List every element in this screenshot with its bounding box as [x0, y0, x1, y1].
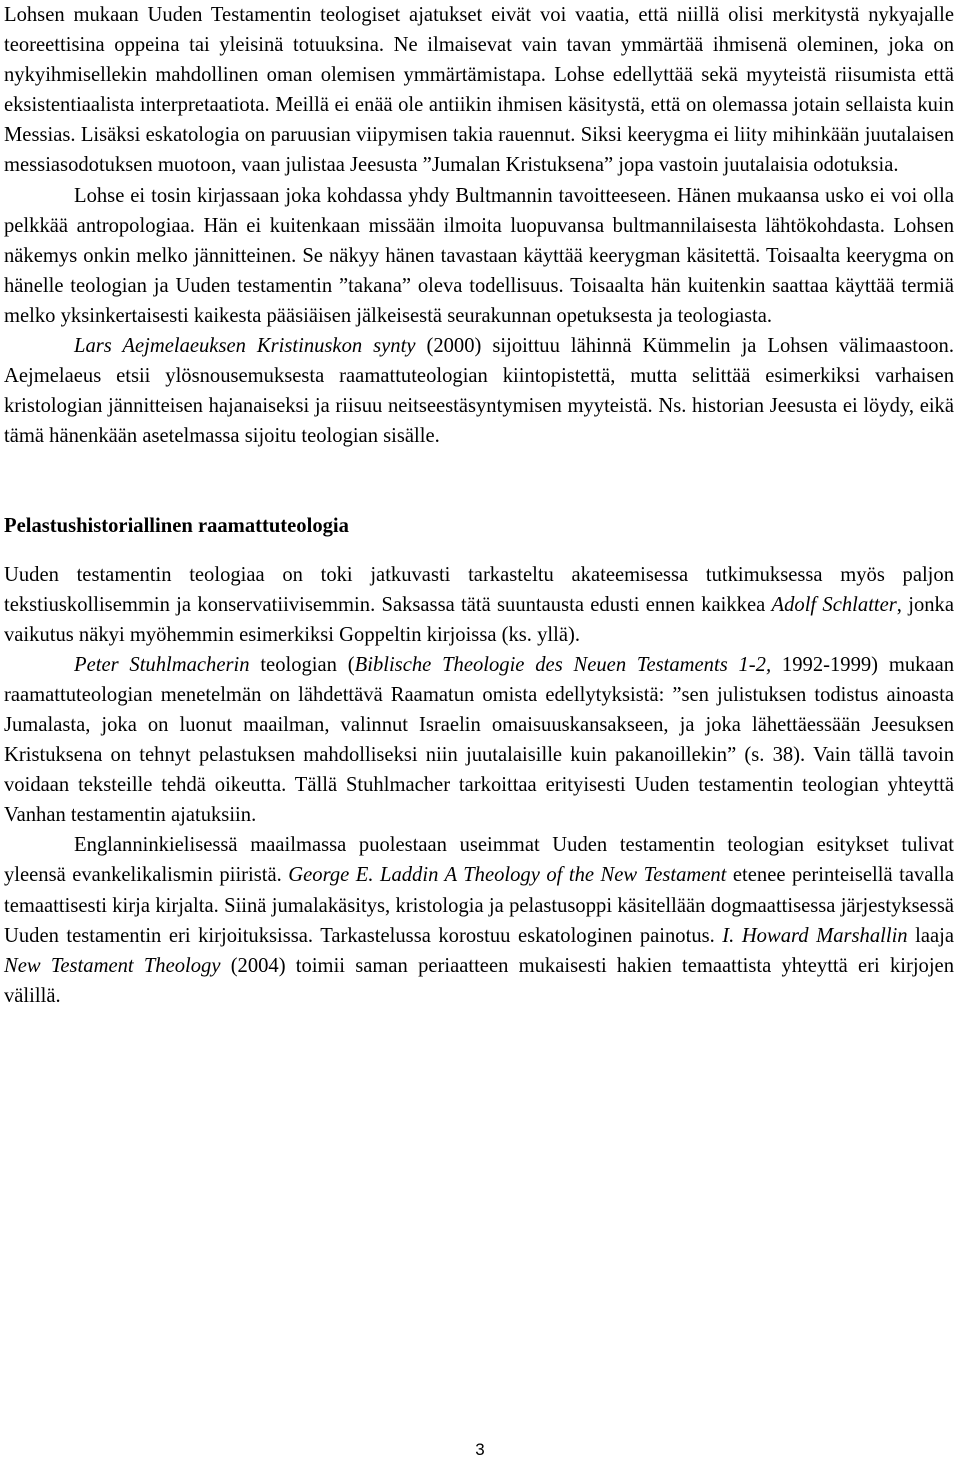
- paragraph-stuhlmacher: [4, 650, 954, 831]
- paragraph-aejmelaeus: [4, 331, 954, 451]
- paragraph-lohse-intro: Lohsen mukaan Uuden Testamentin teologiset ajatukset eivät voi vaatia, että niillä olisi merkitystä nykyajalle teoreettisina oppeina tai yleisinä totuuksina. Ne ilmaisevat vain tavan ymmärtää ihmisenä oleminen, joka on nykyihmisellekin mahdollinen oman olemisen ymmärtämistapa. Lohse edellyttää sekä myyteistä riisumista että eksistentiaalista interpretaatiota. Meillä ei enää ole antiikin ihmisen käsitystä, että on olemassa jotain sellaista kuin Messias. Lisäksi eskatologia on paruusian viipymisen takia rauennut. Siksi keerygma ei liity mihinkään juutalaisen messiasodotuksen muotoon, vaan julistaa Jeesusta ”Jumalan Kristuksena” jopa vastoin juutalaisia odotuksia.: [4, 4, 954, 177]
- book-title-nt-theology: New Testament Theology: [4, 954, 221, 977]
- paragraph-stuhlmacher-text-a: teologian (: [249, 653, 355, 676]
- document-page: [4, 0, 954, 1011]
- paragraph-conservative-text-b: , jonka vaikutus näkyi myöhemmin esimerkiksi Goppeltin kirjoissa (ks. yllä).: [4, 593, 954, 646]
- paragraph-conservative: [4, 560, 954, 650]
- section-heading: Pelastushistoriallinen raamattuteologia: [4, 515, 349, 538]
- book-title-ladd: George E. Laddin A Theology of the New Testament: [288, 864, 727, 887]
- author-schlatter: Adolf Schlatter: [771, 593, 897, 616]
- paragraph-lohse-bultmann: Lohse ei tosin kirjassaan joka kohdassa yhdy Bultmannin tavoitteeseen. Hänen mukaansa usko ei voi olla pelkkää antropologiaa. Hän ei kuitenkaan missään ilmoita luopuvansa bultmannilaisesta lähtökohdasta. Lohsen näkemys onkin melko jännitteinen. Se näkyy hänen tavastaan käyttää keerygman käsitettä. Toisaalta keerygma on hänelle teologian ja Uuden testamentin ”takana” oleva todellisuus. Toisaalta hän kuitenkin saattaa käyttää termiä melko yksinkertaisesti kaikesta pääsiäisen jälkeisestä seurakunnan opetuksesta ja teologiasta.: [4, 184, 954, 327]
- book-title-kristinuskon-synty: Lars Aejmelaeuksen Kristinuskon synty: [74, 335, 416, 358]
- paragraph-english-text-b: etenee perinteisellä tavalla temaattisesti kirja kirjalta. Siinä jumalakäsitys, kristologia ja pelastusoppi käsitellään dogmaattisessa järjestyksessä Uuden testamentin eri kirjoituksissa. Tarkastelussa korostuu eskatologinen painotus.: [4, 864, 955, 947]
- paragraph-aejmelaeus-text: (2000) sijoittuu lähinnä Kümmelin ja Lohsen välimaastoon. Aejmelaeus etsii ylösnousemuksesta raamattuteologian kiintopistettä, mutta selittää esimerkiksi varhaisen kristologian jännitteisen hajanaiseksi ja riisuu neitseestäsyntymisen myyteistä. Ns. historian Jeesusta ei löydy, eikä tämä hänenkään asetelmassa sijoitu teologian sisälle.: [4, 335, 954, 448]
- paragraph-english-text-a: Englanninkielisessä maailmassa puolestaan useimmat Uuden testamentin teologian esitykset tulivat yleensä evankelikalismin piiristä.: [4, 834, 954, 887]
- paragraph-english-text-d: (2004) toimii saman periaatteen mukaisesti hakien temaattista yhteyttä eri kirjojen välillä.: [4, 954, 954, 1007]
- paragraph-english-text-c: laaja: [907, 924, 954, 947]
- paragraph-conservative-text-a: Uuden testamentin teologiaa on toki jatkuvasti tarkasteltu akateemisessa tutkimuksessa myös paljon tekstiuskollisemmin ja konservatiivisemmin. Saksassa tätä suuntausta edusti ennen kaikkea: [4, 563, 954, 616]
- page-number: 3: [475, 1440, 485, 1459]
- paragraph-english-world: [4, 830, 954, 1011]
- author-marshall: I. Howard Marshallin: [722, 924, 908, 947]
- paragraph-stuhlmacher-text-b: 1992-1999) mukaan raamattuteologian menetelmän on lähdettävä Raamatun omista edellytyksistä: ”sen julistuksen todistus ainoasta Jumalasta, joka on luonut maailman, valinnut Israelin omaisuuskansakseen, ja joka lähettäessään Jeesuksen Kristuksena on tehnyt pelastuksen mahdolliseksi niin juutalaisille kuin pakanoillekin” (s. 38). Vain tällä tavoin voidaan teksteille tehdä oikeutta. Tällä Stuhlmacher tarkoittaa erityisesti Uuden testamentin teologian yhteyttä Vanhan testamentin ajatuksiin.: [4, 653, 955, 827]
- book-title-biblische-theologie: Biblische Theologie des Neuen Testaments 1-2,: [354, 653, 772, 676]
- author-stuhlmacher: Peter Stuhlmacherin: [74, 653, 250, 676]
